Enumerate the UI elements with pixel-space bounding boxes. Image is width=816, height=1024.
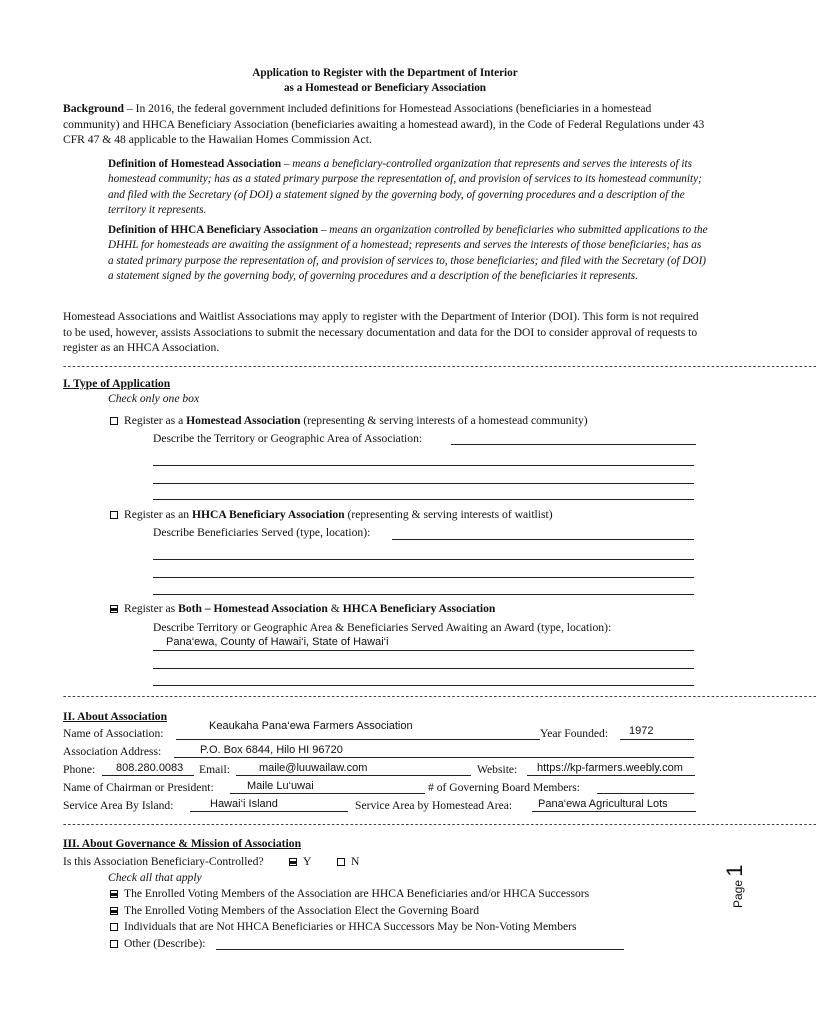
homestead-area-line — [532, 811, 696, 812]
section-2-heading: II. About Association — [63, 710, 168, 723]
beneficiaries-line[interactable] — [153, 559, 694, 560]
both-line[interactable] — [153, 685, 694, 686]
form-subtitle: as a Homestead or Beneficiary Association — [283, 82, 487, 94]
checkbox[interactable] — [110, 940, 118, 948]
page-number-value: 1 — [722, 864, 747, 877]
year-founded-value[interactable]: 1972 — [629, 725, 654, 737]
year-founded-label: Year Founded: — [540, 727, 609, 740]
board-members-line[interactable] — [597, 793, 694, 794]
association-name-value[interactable]: Keaukaha Pana‘ewa Farmers Association — [209, 720, 413, 732]
homestead-area-label: Service Area by Homestead Area: — [355, 799, 513, 812]
option-bold: HHCA Beneficiary Association — [191, 508, 345, 521]
both-line[interactable] — [153, 650, 694, 651]
other-describe-line[interactable] — [216, 949, 624, 950]
island-value[interactable]: Hawai‘i Island — [210, 798, 278, 810]
describe-beneficiaries-label: Describe Beneficiaries Served (type, location): — [153, 526, 371, 539]
governance-item-label: The Enrolled Voting Members of the Association Elect the Governing Board — [124, 904, 480, 917]
email-label: Email: — [199, 763, 230, 776]
checkbox[interactable] — [110, 890, 118, 898]
option-text: Register as — [124, 602, 179, 615]
definition-hhca — [108, 223, 708, 284]
background-label: Background — [63, 102, 124, 115]
website-label: Website: — [477, 763, 518, 776]
governance-item[interactable] — [110, 887, 589, 900]
address-label: Association Address: — [63, 745, 162, 758]
year-founded-line — [620, 739, 694, 740]
territory-line[interactable] — [153, 499, 694, 500]
both-description-value[interactable]: Pana‘ewa, County of Hawai‘i, State of Hawai‘i — [166, 636, 389, 648]
governance-item-label: Individuals that are Not HHCA Beneficiaries or HHCA Successors May be Non-Voting Members — [124, 920, 577, 933]
no-label: N — [351, 855, 360, 868]
beneficiary-controlled-question: Is this Association Beneficiary-Controlled? — [63, 855, 264, 868]
definition-term: Definition of Homestead Association — [108, 158, 282, 170]
checkbox[interactable] — [110, 923, 118, 931]
website-value[interactable]: https://kp-farmers.weebly.com — [537, 762, 683, 774]
phone-value[interactable]: 808.280.0083 — [116, 762, 184, 774]
option-bold: HHCA Beneficiary Association — [342, 602, 496, 615]
option-hhca[interactable] — [110, 508, 553, 521]
governance-item[interactable] — [110, 937, 205, 950]
page-word: Page — [731, 879, 745, 908]
definition-homestead — [108, 157, 708, 218]
beneficiaries-line[interactable] — [153, 577, 694, 578]
chair-label: Name of Chairman or President: — [63, 781, 214, 794]
background-paragraph — [63, 101, 708, 148]
option-text: (representing & serving interests of a homestead community) — [300, 414, 588, 427]
checkbox-homestead[interactable] — [110, 417, 118, 425]
chair-value[interactable]: Maile Lu‘uwai — [247, 780, 314, 792]
divider: - - - - - - - - - - - - - - - - - - - - - - - - - - - - - - - - - - - - - - - - - - - - - - - - - - - - - - - - - - - - - - - - - - - - - - - - - - - - - - - - - - - - - - - - - - - - - - - - - - - - - - - - - - - - - - - - - - - - - - - - - - - - - - - - - - - - - - - - - - - - - - - - - - - - - - - - - - - - - - - - - - - — [63, 361, 816, 372]
email-value[interactable]: maile@luuwailaw.com — [259, 762, 368, 774]
address-value[interactable]: P.O. Box 6844, Hilo HI 96720 — [200, 744, 343, 756]
background-text: – In 2016, the federal government included definitions for Homestead Associations (beneficiaries in a homestead community) and HHCA Beneficiary Association (beneficiaries awaiting a homestead award), in the Code of Federal Regulations under 43 CFR 47 & 48 applicable to the Hawaiian Homes Commission Act. — [63, 102, 705, 147]
island-label: Service Area By Island: — [63, 799, 174, 812]
board-members-label: # of Governing Board Members: — [428, 781, 580, 794]
email-line — [236, 775, 471, 776]
governance-item-label: The Enrolled Voting Members of the Association are HHCA Beneficiaries and/or HHCA Successors — [124, 887, 590, 900]
checkbox-yes[interactable] — [289, 858, 297, 866]
governance-item[interactable] — [110, 904, 479, 917]
option-text: Register as an — [124, 508, 192, 521]
address-line — [174, 757, 694, 758]
section-1-heading: I. Type of Application — [63, 377, 171, 390]
no-option[interactable] — [337, 855, 359, 868]
form-title: Application to Register with the Department of Interior — [252, 67, 518, 79]
definition-text: – means a beneficiary-controlled organization that represents and serves the interests of its homestead community; has as a stated primary purpose the representation of, and provision of services to its homestead community; and filed with the Secretary (of DOI) a statement signed by the governing body, of governing procedures and a description of the territory it represents. — [108, 158, 702, 216]
intro-paragraph: Homestead Associations and Waitlist Associations may apply to register with the Department of Interior (DOI). This form is not required to be used, however, assists Associations to submit the necessary documentation and data for the DOI to consider approval of requests to register as an HHCA Association. — [63, 310, 699, 355]
website-line — [527, 775, 695, 776]
territory-line[interactable] — [153, 465, 694, 466]
beneficiaries-line[interactable] — [153, 594, 694, 595]
section-3-heading: III. About Governance & Mission of Association — [63, 837, 302, 850]
yes-option[interactable] — [289, 855, 311, 868]
both-line[interactable] — [153, 668, 694, 669]
page-number — [722, 848, 748, 908]
section-3-instruction: Check all that apply — [108, 871, 202, 884]
divider: - - - - - - - - - - - - - - - - - - - - - - - - - - - - - - - - - - - - - - - - - - - - - - - - - - - - - - - - - - - - - - - - - - - - - - - - - - - - - - - - - - - - - - - - - - - - - - - - - - - - - - - - - - - - - - - - - - - - - - - - - - - - - - - - - - - - - - - - - - - - - - - - - - - - - - - - - - - - - - - - - - - — [63, 819, 816, 830]
option-bold: Both – Homestead Association — [178, 602, 328, 615]
association-name-label: Name of Association: — [63, 727, 164, 740]
option-text: & — [327, 602, 343, 615]
section-1-instruction: Check only one box — [108, 392, 200, 405]
checkbox[interactable] — [110, 907, 118, 915]
option-both[interactable] — [110, 602, 495, 615]
option-bold: Homestead Association — [186, 414, 301, 427]
governance-item[interactable] — [110, 920, 577, 933]
definition-text: – means an organization controlled by beneficiaries who submitted applications to the DHHL for homesteads are awaiting the assignment of a homestead; represents and serves the interests of those beneficiaries; has as a stated primary purpose the representation of, and provision of services to, those beneficiaries; and filed with the Secretary (of DOI) a statement signed by the governing body, of governing procedures and a description of the beneficiaries it represents. — [108, 224, 708, 282]
phone-line — [102, 775, 194, 776]
describe-territory-label: Describe the Territory or Geographic Area of Association: — [153, 432, 423, 445]
divider: - - - - - - - - - - - - - - - - - - - - - - - - - - - - - - - - - - - - - - - - - - - - - - - - - - - - - - - - - - - - - - - - - - - - - - - - - - - - - - - - - - - - - - - - - - - - - - - - - - - - - - - - - - - - - - - - - - - - - - - - - - - - - - - - - - - - - - - - - - - - - - - - - - - - - - - - - - - - - - - - - - - — [63, 691, 816, 702]
checkbox-both[interactable] — [110, 605, 118, 613]
option-text: Register as a — [124, 414, 187, 427]
definition-term: Definition of HHCA Beneficiary Association — [108, 224, 319, 236]
beneficiaries-line[interactable] — [392, 539, 694, 540]
island-line — [190, 811, 348, 812]
territory-line[interactable] — [451, 444, 696, 445]
option-text: (representing & serving interests of waitlist) — [344, 508, 553, 521]
territory-line[interactable] — [153, 483, 694, 484]
phone-label: Phone: — [63, 763, 96, 776]
option-homestead[interactable] — [110, 414, 588, 427]
checkbox-no[interactable] — [337, 858, 345, 866]
checkbox-hhca[interactable] — [110, 511, 118, 519]
describe-both-label: Describe Territory or Geographic Area & Beneficiaries Served Awaiting an Award (type, location): — [153, 621, 612, 634]
chair-line — [230, 793, 425, 794]
association-name-line — [176, 739, 540, 740]
yes-label: Y — [303, 855, 312, 868]
governance-item-label: Other (Describe): — [124, 937, 206, 950]
homestead-area-value[interactable]: Pana‘ewa Agricultural Lots — [538, 798, 668, 810]
